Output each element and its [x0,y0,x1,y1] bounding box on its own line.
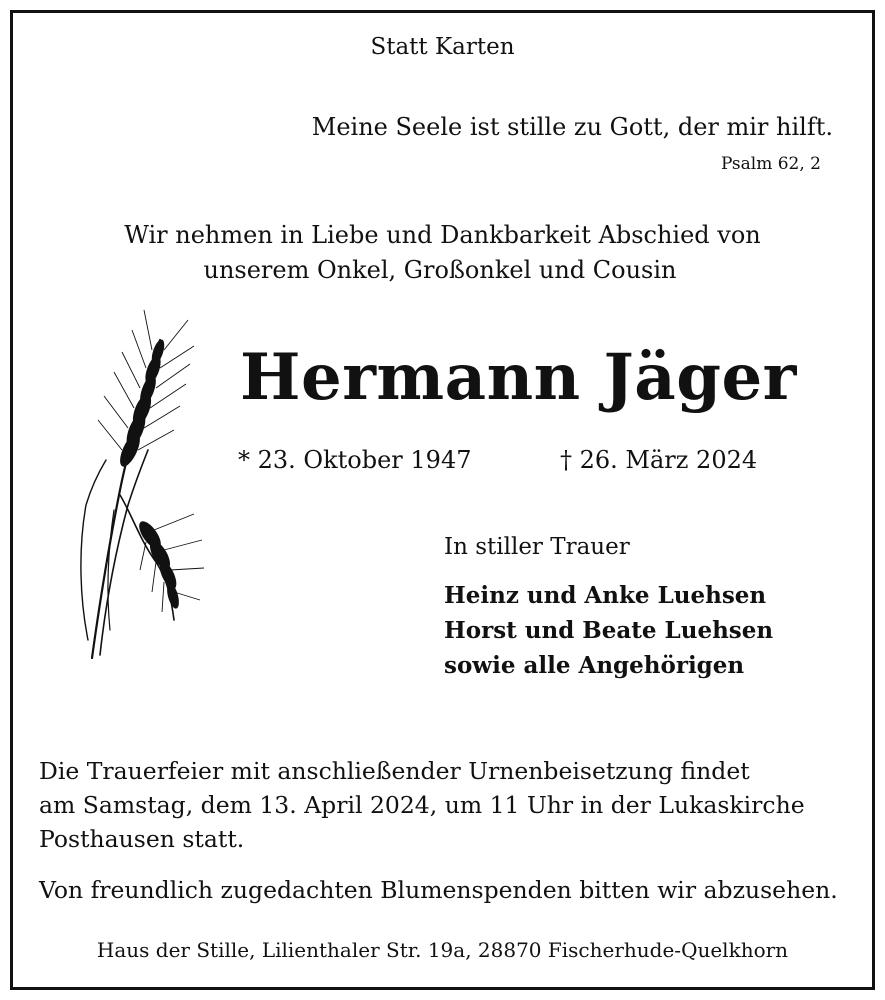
service-info-line: Posthausen statt. [39,825,245,853]
intro-line-2: unserem Onkel, Großonkel und Cousin [203,256,677,284]
flowers-note: Von freundlich zugedachten Blumenspenden bitten wir abzusehen. [39,876,838,904]
wheat-ears-icon [70,300,205,665]
mourner-line: sowie alle Angehörigen [444,652,745,679]
death-date: † 26. März 2024 [560,446,758,474]
mourner-line: Horst und Beate Luehsen [444,617,774,644]
statt-karten-heading: Statt Karten [370,34,515,60]
deceased-name: Hermann Jäger [240,340,797,415]
mourner-line: Heinz und Anke Luehsen [444,582,767,609]
in-stiller-trauer-label: In stiller Trauer [444,534,630,560]
bible-verse: Meine Seele ist stille zu Gott, der mir hilft. [311,113,833,141]
intro-line-1: Wir nehmen in Liebe und Dankbarkeit Abschied von [124,221,761,249]
verse-reference: Psalm 62, 2 [720,154,821,174]
birth-date: * 23. Oktober 1947 [238,446,472,474]
funeral-home-footer: Haus der Stille, Lilienthaler Str. 19a, 28870 Fischerhude-Quelkhorn [96,938,789,962]
service-info-line: Die Trauerfeier mit anschließender Urnenbeisetzung findet [39,757,750,785]
service-info-line: am Samstag, dem 13. April 2024, um 11 Uhr in der Lukaskirche [39,791,805,819]
